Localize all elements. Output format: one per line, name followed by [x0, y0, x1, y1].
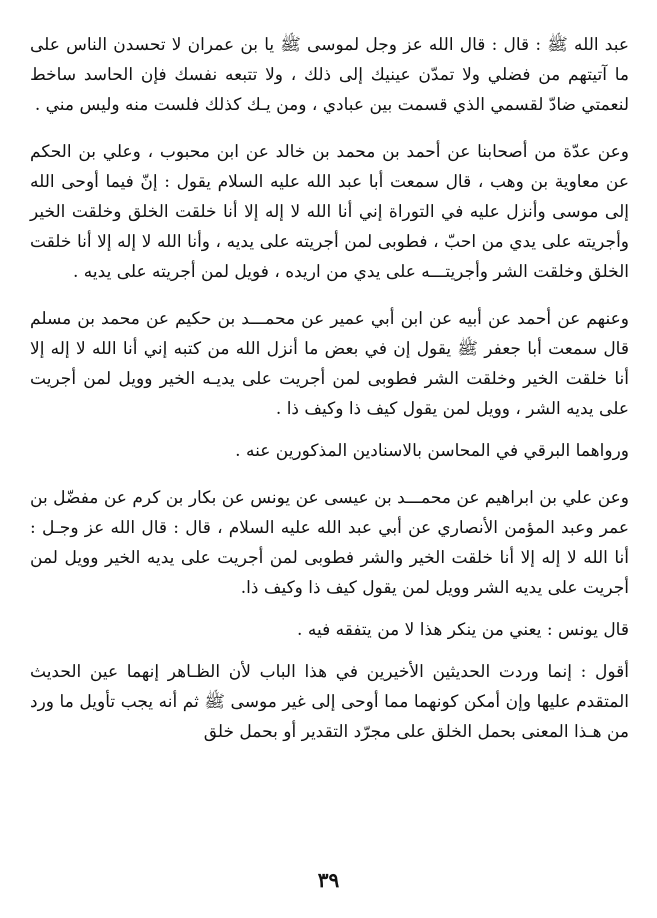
page-number: ٣٩: [317, 868, 340, 892]
paragraph-barqi-note: ورواهما البرقي في المحاسن بالاسنادين المذكورين عنه .: [235, 441, 629, 461]
paragraph-hadith-yunus: وعن علي بن ابراهيم عن محمـــد بن عيسى عن يونس عن بكار بن كرم عن مفضّل بن عمر وعبد المؤمن الأنصاري عن أبي عبد الله عليه السلام ، قال : قال الله عز وجـل : أنا الله لا إله إلا أنا خلقت الخير والشر فطوبى لمن أجريت على يديه الخير وويل لمن أجريت على يديه الشر وويل لمن يقول كيف ذا وكيف ذا.: [30, 488, 629, 598]
paragraph-hadith-torah: وعن عدّة من أصحابنا عن أحمد بن محمد بن خالد عن ابن محبوب ، وعلي بن الحكم عن معاوية بن وهب ، قال سمعت أبا عبد الله عليه السلام يقول : إنّ فيما أوحى الله إلى موسى وأنزل عليه في التوراة إني أنا الله لا إله إلا أنا خلقت الخلق وخلقت الخير وأجريته على يدي من احبّ ، فطوبى لمن أجريته على يديه ، وأنا الله لا إله إلا أنا خلقت الخلق وخلقت الشر وأجريتـــه على يدي من اريده ، فويل لمن أجريته على يديه .: [30, 142, 629, 282]
paragraph-hadith-envy: عبد الله ﷺ : قال : قال الله عز وجل لموسى ﷺ يا بن عمران لا تحسدن الناس على ما آتيتهم من فضلي ولا تمدّن عينيك إلى ذلك ، ولا تتبعه نفسك فإن الحاسد ساخط لنعمتي ضادّ لقسمي الذي قسمت بين عبادي ، ومن يـك كذلك فلست منه وليس مني .: [30, 35, 629, 115]
paragraph-yunus-comment: قال يونس : يعني من ينكر هذا لا من يتفقه فيه .: [297, 620, 629, 640]
paragraph-hadith-abu-jafar: وعنهم عن أحمد عن أبيه عن ابن أبي عمير عن محمـــد بن حكيم عن محمد بن مسلم قال سمعت أبا جعفر ﷺ يقول إن في بعض ما أنزل الله من كتبه إني أنا الله لا إله إلا أنا خلقت الخير وخلقت الشر فطوبى لمن أجريت على يديـه الخير وويل لمن أجريت على يديه الشر ، وويل لمن يقول كيف ذا وكيف ذا .: [30, 309, 629, 419]
paragraph-author-comment: أقول : إنما وردت الحديثين الأخيرين في هذا الباب لأن الظـاهر إنهما عين الحديث المتقدم عليها وإن أمكن كونهما مما أوحى إلى غير موسى ﷺ ثم أنه يجب تأويل ما ورد من هـذا المعنى بحمل الخلق على مجرّد التقدير أو بحمل خلق: [30, 662, 629, 742]
